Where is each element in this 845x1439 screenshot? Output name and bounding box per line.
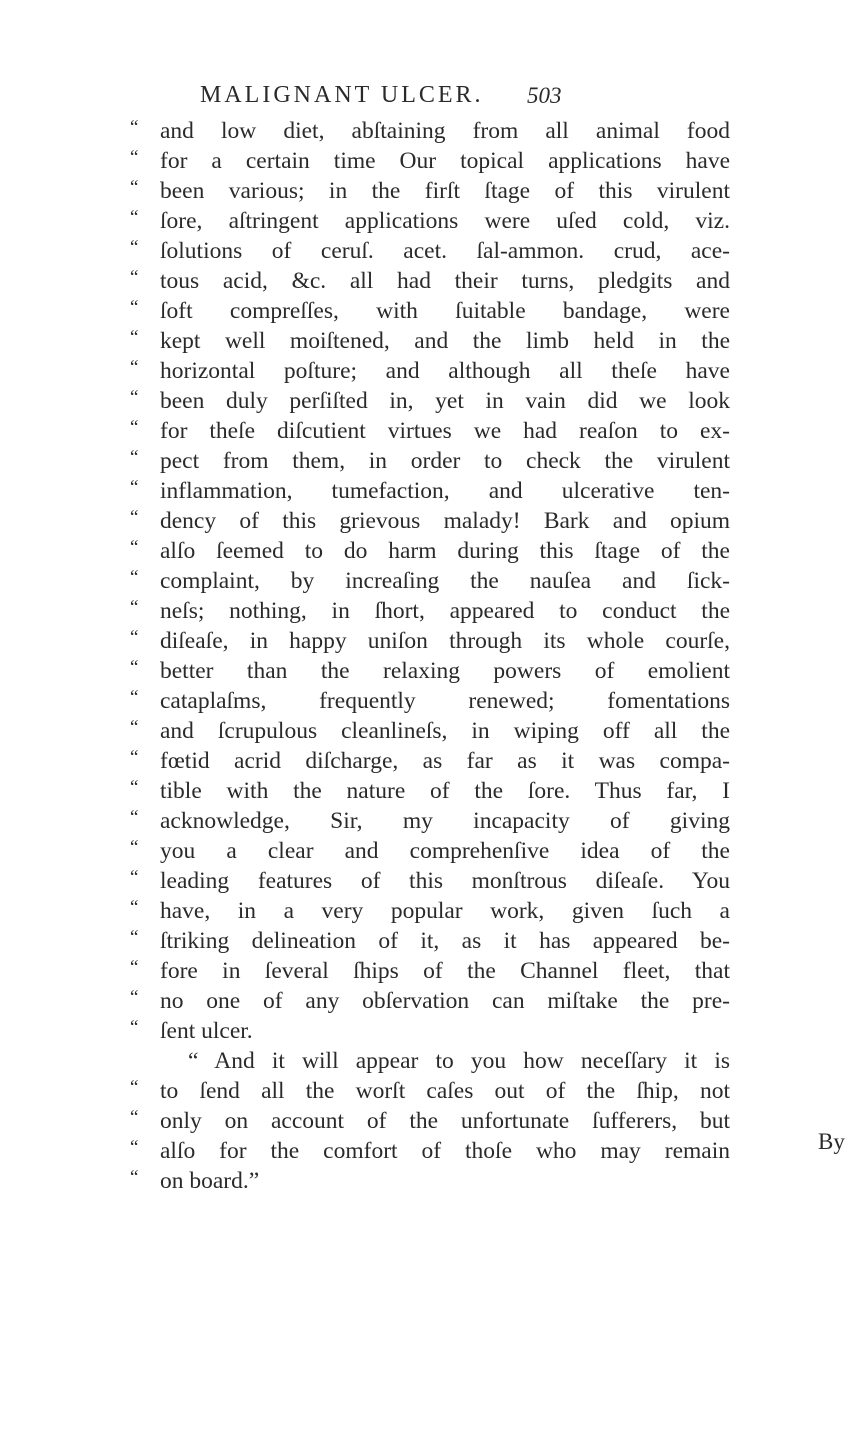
line-text: fore in ſeveral ſhips of the Channel fleet, that [160, 958, 730, 984]
quote-mark: “ [130, 897, 139, 918]
line-text: diſeaſe, in happy uniſon through its whole courſe, [160, 628, 730, 654]
line-text: kept well moiſtened, and the limb held in the [160, 328, 730, 354]
quote-mark: “ [130, 987, 139, 1008]
line-text: tible with the nature of the ſore. Thus far, I [160, 778, 730, 804]
quote-mark: “ [130, 207, 139, 228]
quote-mark: “ [130, 657, 139, 678]
quote-mark: “ [130, 447, 139, 468]
text-line [130, 506, 730, 536]
line-text: you a clear and comprehenſive idea of the [160, 838, 730, 864]
quote-mark: “ [130, 837, 139, 858]
text-line [130, 266, 730, 296]
text-line [130, 596, 730, 626]
line-text: acknowledge, Sir, my incapacity of giving [160, 808, 730, 834]
line-text: to ſend all the worſt caſes out of the ſhip, not [160, 1078, 730, 1104]
quote-mark: “ [130, 507, 139, 528]
line-text: horizontal poſture; and although all theſe have [160, 358, 730, 384]
line-text: and low diet, abſtaining from all animal food [160, 118, 730, 144]
line-text: leading features of this monſtrous diſeaſe. You [160, 868, 730, 894]
text-line [130, 656, 730, 686]
text-line [130, 836, 730, 866]
quote-mark: “ [130, 477, 139, 498]
line-text: alſo for the comfort of thoſe who may remain [160, 1138, 730, 1164]
text-line [130, 236, 730, 266]
line-text: been duly perſiſted in, yet in vain did we look [160, 388, 730, 414]
text-line [130, 356, 730, 386]
quote-mark: “ [130, 1107, 139, 1128]
quote-mark: “ [130, 117, 139, 138]
quote-mark: “ [130, 597, 139, 618]
running-head: MALIGNANT ULCER. [200, 82, 484, 108]
text-line [130, 806, 730, 836]
line-text: ſolutions of ceruſ. acet. ſal-ammon. crud, ace- [160, 238, 730, 264]
line-text: alſo ſeemed to do harm during this ſtage of the [160, 538, 730, 564]
quote-mark: “ [130, 267, 139, 288]
line-text: only on account of the unfortunate ſufferers, but [160, 1108, 730, 1134]
text-line [130, 716, 730, 746]
quote-mark: “ [130, 417, 139, 438]
line-text: ſore, aſtringent applications were uſed cold, viz. [160, 208, 730, 234]
quote-mark: “ [130, 747, 139, 768]
quote-mark: “ [130, 537, 139, 558]
line-text: ſoft compreſſes, with ſuitable bandage, were [160, 298, 730, 324]
text-line [130, 1166, 730, 1196]
quote-mark: “ [130, 327, 139, 348]
text-line [130, 956, 730, 986]
line-text: ſtriking delineation of it, as it has appeared be- [160, 928, 730, 954]
line-text: cataplaſms, frequently renewed; fomentations [160, 688, 730, 714]
text-line [130, 326, 730, 356]
paragraph-start-line [130, 1046, 730, 1076]
line-text: pect from them, in order to check the virulent [160, 448, 730, 474]
quote-mark: “ [130, 777, 139, 798]
text-line [130, 926, 730, 956]
line-text: dency of this grievous malady! Bark and opium [160, 508, 730, 534]
quote-mark: “ [130, 927, 139, 948]
line-text: inflammation, tumefaction, and ulcerative ten- [160, 478, 730, 504]
text-line [130, 866, 730, 896]
line-text: fœtid acrid diſcharge, as far as it was compa- [160, 748, 730, 774]
quote-mark: “ [130, 237, 139, 258]
quote-mark: “ [130, 177, 139, 198]
quote-mark: “ [130, 567, 139, 588]
catchword: By [818, 1129, 845, 1154]
line-text: and ſcrupulous cleanlineſs, in wiping off all the [160, 718, 730, 744]
quote-mark: “ [130, 147, 139, 168]
text-line [130, 626, 730, 656]
text-line [130, 146, 730, 176]
quote-mark: “ [130, 957, 139, 978]
line-text: complaint, by increaſing the nauſea and ſick- [160, 568, 730, 594]
line-text: have, in a very popular work, given ſuch a [160, 898, 730, 924]
line-text: better than the relaxing powers of emolient [160, 658, 730, 684]
quote-mark: “ [130, 627, 139, 648]
text-line [130, 1106, 730, 1136]
quote-mark: “ [130, 357, 139, 378]
quote-mark: “ [130, 1017, 139, 1038]
line-text: ſent ulcer. [160, 1018, 253, 1044]
quote-mark: “ [130, 687, 139, 708]
text-line [130, 1136, 730, 1166]
text-line [130, 296, 730, 326]
text-line [130, 986, 730, 1016]
text-line [130, 446, 730, 476]
text-line [130, 776, 730, 806]
line-text: for a certain time Our topical applications have [160, 148, 730, 174]
quote-mark: “ [130, 297, 139, 318]
text-line [130, 1076, 730, 1106]
text-line [130, 116, 730, 146]
quote-mark: “ [130, 387, 139, 408]
text-line [130, 386, 730, 416]
quote-mark: “ [130, 1167, 139, 1188]
line-text: no one of any obſervation can miſtake the pre- [160, 988, 730, 1014]
text-line [130, 1016, 730, 1046]
text-line [130, 176, 730, 206]
line-text: neſs; nothing, in ſhort, appeared to conduct the [160, 598, 730, 624]
body-text [130, 116, 845, 1196]
line-text: for theſe diſcutient virtues we had reaſon to ex- [160, 418, 730, 444]
text-line [130, 206, 730, 236]
quote-mark: “ [130, 807, 139, 828]
line-text: “ And it will appear to you how neceſſary it is [188, 1048, 730, 1074]
quote-mark: “ [130, 867, 139, 888]
page-number: 503 [527, 83, 562, 108]
line-text: on board.” [160, 1168, 260, 1194]
line-text: been various; in the firſt ſtage of this virulent [160, 178, 730, 204]
text-line [130, 416, 730, 446]
text-line [130, 746, 730, 776]
text-line [130, 476, 730, 506]
text-line [130, 536, 730, 566]
quote-mark: “ [130, 1137, 139, 1158]
line-text: tous acid, &c. all had their turns, pledgits and [160, 268, 730, 294]
text-line [130, 566, 730, 596]
quote-mark: “ [130, 717, 139, 738]
quote-mark: “ [130, 1077, 139, 1098]
text-line [130, 686, 730, 716]
text-line [130, 896, 730, 926]
